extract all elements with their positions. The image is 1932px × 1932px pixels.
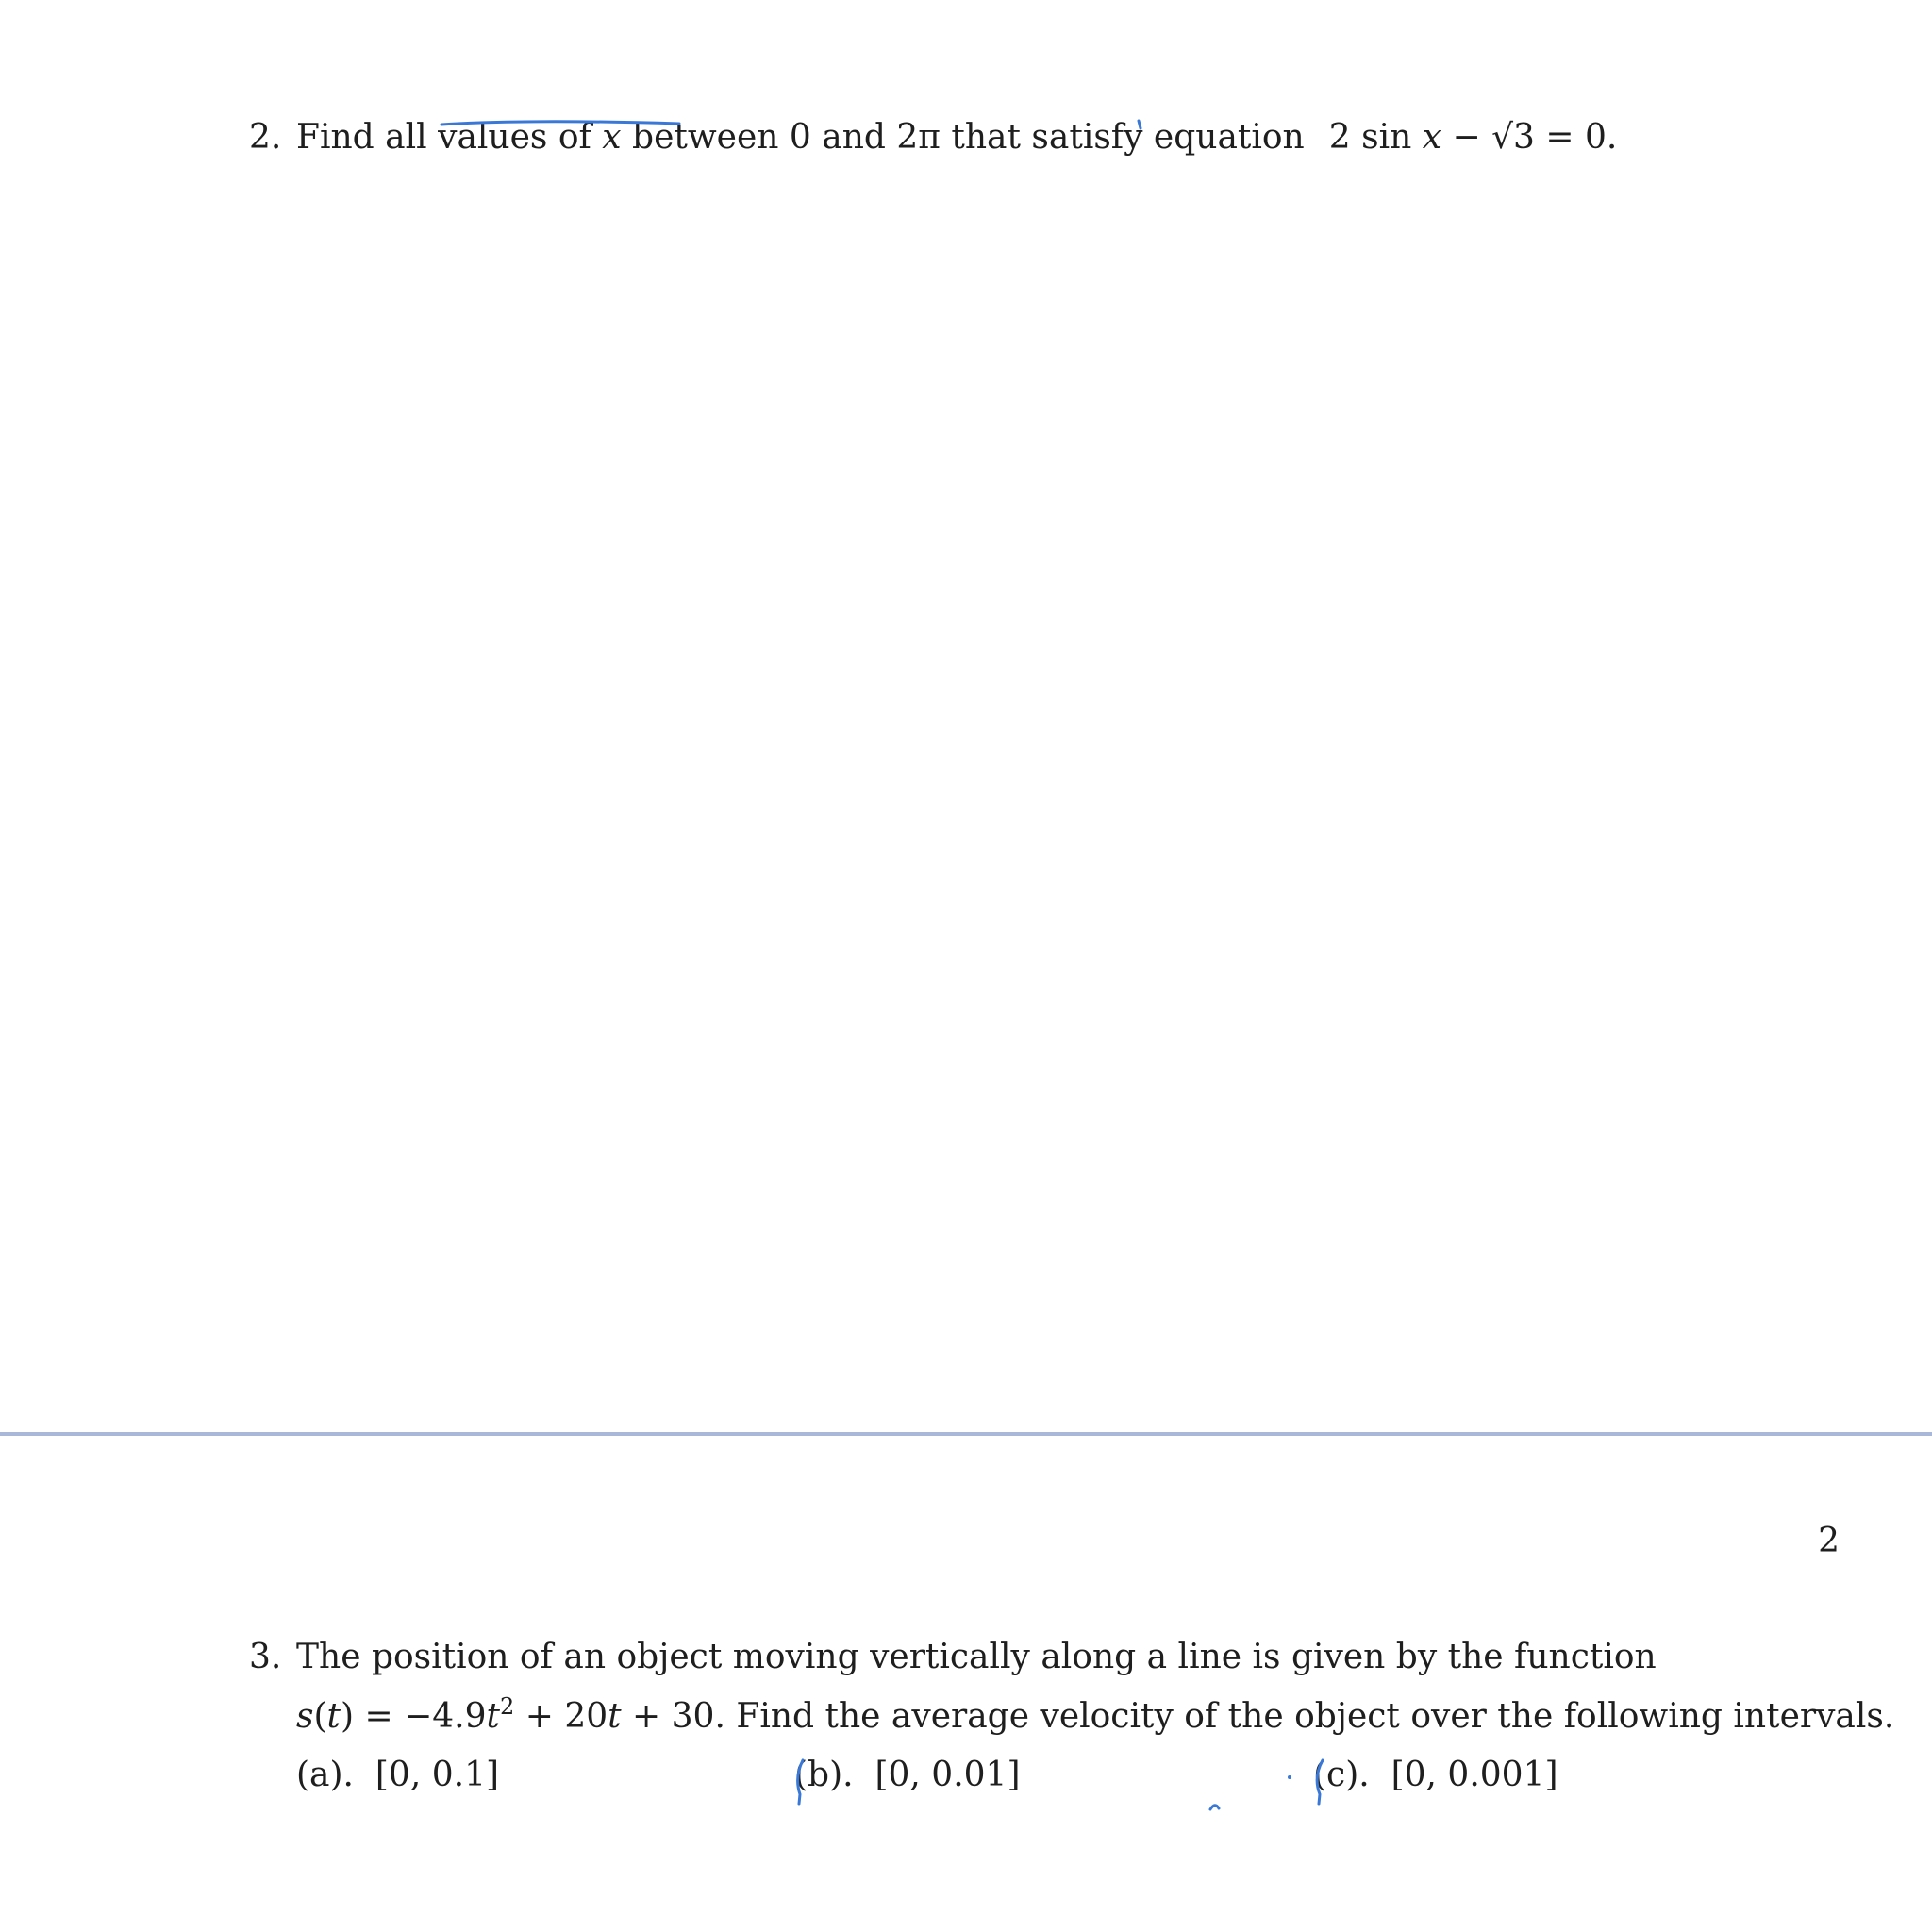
question-text-cont: between 0 and 2π that satisfy equation [621, 118, 1305, 157]
page-number: 2 [1818, 1522, 1840, 1560]
part-a: (a). [0, 0.1] [296, 1756, 500, 1794]
part-c: (c). [0, 0.001] [1313, 1756, 1558, 1794]
question-number: 3. [249, 1638, 282, 1676]
question-text: The position of an object moving vertically along a line is given by the function [296, 1638, 1657, 1676]
question-3 [249, 1637, 1657, 1678]
page-bottom [0, 1436, 1932, 1932]
variable-x: x [602, 118, 622, 157]
part-b: (b). [0, 0.01] [794, 1756, 1021, 1794]
position-function: $s(t) = -4.9t^2 + 20t + 30$. Find the average velocity of the object over the following intervals. [296, 1693, 1895, 1736]
question-text: Find all values of [296, 118, 603, 157]
question-2 [249, 117, 1617, 158]
equation: 2 sin x − √3 = 0. [1328, 118, 1618, 157]
question-number: 2. [249, 118, 282, 157]
